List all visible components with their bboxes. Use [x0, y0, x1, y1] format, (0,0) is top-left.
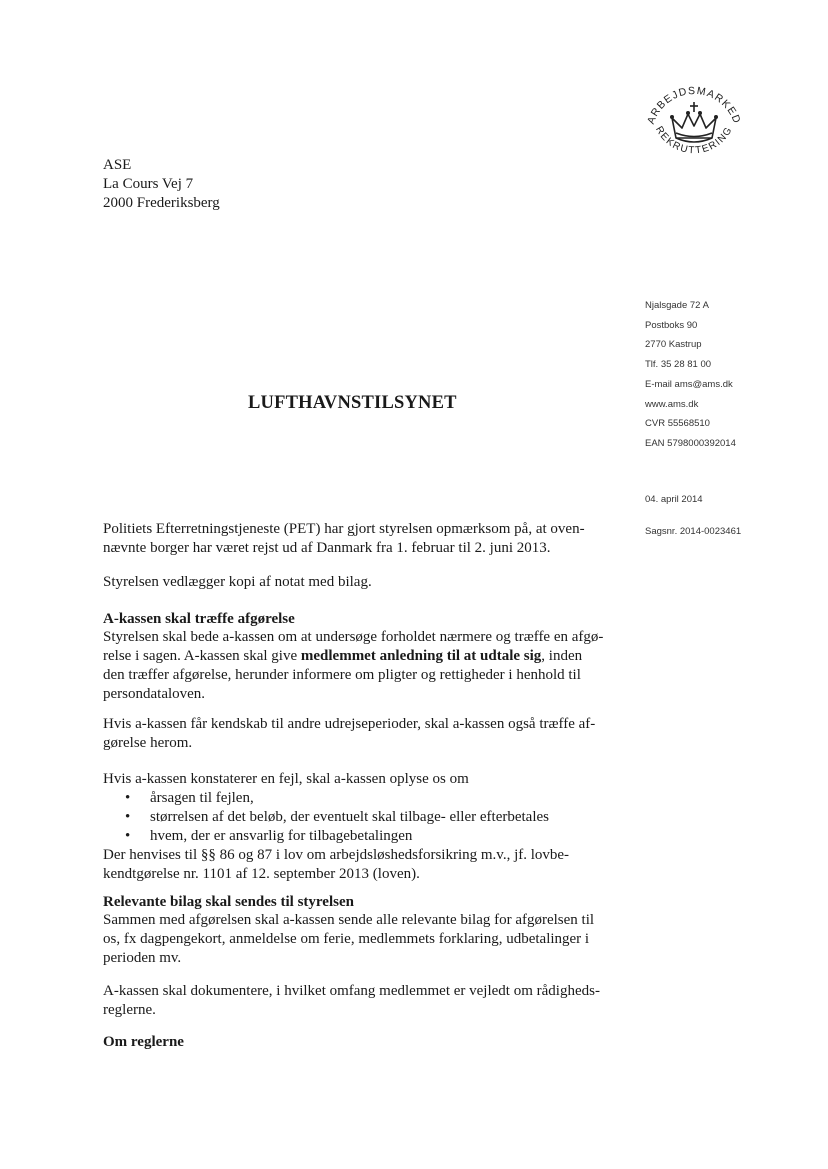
list-item: • årsagen til fejlen,	[103, 789, 613, 808]
recipient-address	[103, 156, 220, 213]
text-line: Styrelsen vedlægger kopi af notat med bilag.	[103, 574, 372, 590]
svg-text:ARBEJDSMARKED: ARBEJDSMARKED	[644, 84, 744, 126]
svg-text:REKRUTTERING: REKRUTTERING	[652, 124, 736, 157]
paragraph-documentation	[103, 982, 613, 1020]
text-line: A-kassen skal dokumentere, i hvilket omfang medlemmet er vejledt om rådigheds-	[103, 983, 600, 999]
text-line: persondataloven.	[103, 686, 206, 702]
sender-web: www.ams.dk	[645, 398, 699, 410]
crown-icon	[638, 72, 750, 184]
text-line: reglerne.	[103, 1002, 156, 1018]
text-line: perioden mv.	[103, 950, 182, 966]
paragraph-attachment	[103, 573, 613, 592]
text-line: Politiets Efterretningstjeneste (PET) har gjort styrelsen opmærksom på, at oven-	[103, 521, 585, 537]
text-line: den træffer afgørelse, herunder informere om pligter og rettigheder i henhold til	[103, 667, 581, 683]
text-line: Hvis a-kassen får kendskab til andre udrejseperioder, skal a-kassen også træffe af-	[103, 716, 596, 732]
text-span: , inden	[541, 648, 583, 664]
sender-phone: Tlf. 35 28 81 00	[645, 359, 712, 371]
text-line: Der henvises til §§ 86 og 87 i lov om arbejdsløshedsforsikring m.v., jf. lovbe-	[103, 847, 570, 863]
heading-decision: A-kassen skal træffe afgørelse	[103, 611, 295, 627]
sender-ean: EAN 5798000392014	[645, 437, 736, 449]
heading-rules: Om reglerne	[103, 1034, 184, 1050]
sender-email: E-mail ams@ams.dk	[645, 378, 733, 390]
sender-street: Njalsgade 72 A	[645, 300, 709, 311]
agency-logo	[638, 72, 750, 184]
paragraph-attachments	[103, 911, 613, 968]
text-line: nævnte borger har været rejst ud af Danmark fra 1. februar til 2. juni 2013.	[103, 540, 551, 556]
recipient-street: La Cours Vej 7	[103, 176, 194, 192]
list-item: • størrelsen af det beløb, der eventuelt skal tilbage- eller efterbetales	[103, 808, 613, 827]
list-item: • hvem, der er ansvarlig for tilbagebetalingen	[103, 827, 613, 846]
text-line: os, fx dagpengekort, anmeldelse om ferie, medlemmets forklaring, udbetalinger i	[103, 931, 590, 947]
text-span: relse i sagen. A-kassen skal give	[103, 648, 301, 664]
text-line: gørelse herom.	[103, 735, 193, 751]
text-line	[103, 647, 613, 666]
paragraph-other-periods	[103, 715, 613, 753]
sender-cvr: CVR 55568510	[645, 418, 710, 430]
sender-pobox: Postboks 90	[645, 319, 698, 331]
text-line: Sammen med afgørelsen skal a-kassen sende alle relevante bilag for afgørelsen til	[103, 912, 595, 928]
sender-city: 2770 Kastrup	[645, 339, 702, 351]
paragraph-decision	[103, 628, 613, 704]
error-bullet-list	[103, 789, 613, 846]
case-number: Sagsnr. 2014-0023461	[645, 526, 742, 537]
text-line: kendtgørelse nr. 1101 af 12. september 2013 (loven).	[103, 866, 420, 882]
letter-date: 04. april 2014	[645, 494, 703, 505]
sender-contact	[645, 296, 736, 454]
document-title: LUFTHAVNSTILSYNET	[248, 393, 457, 413]
recipient-city: 2000 Frederiksberg	[103, 195, 220, 211]
recipient-name: ASE	[103, 157, 132, 173]
text-line: Styrelsen skal bede a-kassen om at undersøge forholdet nærmere og træffe en afgø-	[103, 629, 604, 645]
paragraph-error	[103, 770, 613, 884]
bold-text: medlemmet anledning til at udtale sig	[300, 648, 542, 664]
text-line: Hvis a-kassen konstaterer en fejl, skal a-kassen oplyse os om	[103, 771, 469, 787]
paragraph-pet	[103, 520, 613, 558]
heading-attachments: Relevante bilag skal sendes til styrelsen	[103, 894, 354, 910]
